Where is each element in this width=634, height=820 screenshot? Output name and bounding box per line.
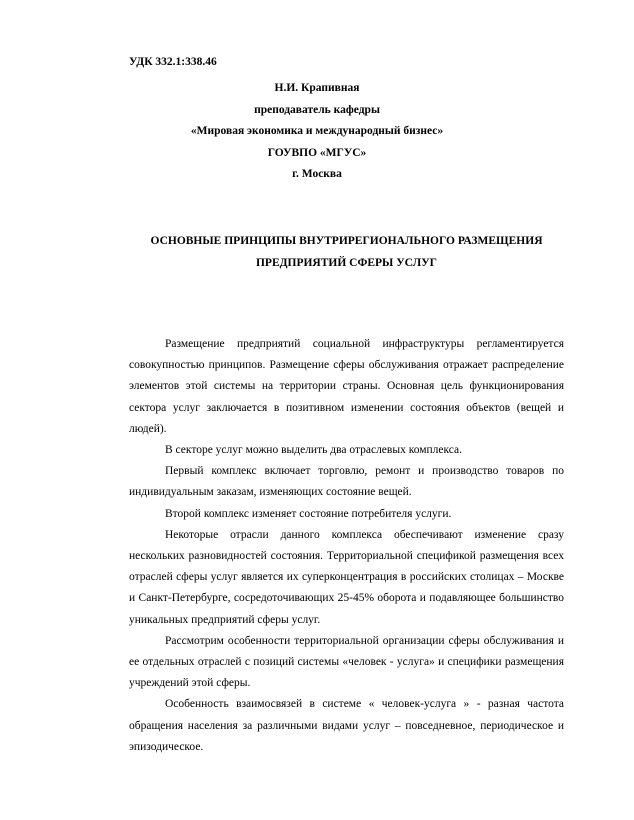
udk-code: УДК 332.1:338.46 xyxy=(129,56,217,68)
article-title-line-2: ПРЕДПРИЯТИЙ СФЕРЫ УСЛУГ xyxy=(255,257,438,269)
author-block xyxy=(0,78,634,186)
author-name: Н.И. Крапивная xyxy=(274,82,360,94)
paragraph-2: В секторе услуг можно выделить два отраслевых комплекса. xyxy=(165,444,463,457)
article-title xyxy=(129,230,564,274)
author-institution: ГОУВПО «МГУС» xyxy=(267,146,367,159)
author-department: «Мировая экономика и международный бизнес» xyxy=(190,125,444,137)
author-city: г. Москва xyxy=(292,168,342,180)
article-body xyxy=(129,334,564,758)
paragraph-3: Первый комплекс включает торговлю, ремонт и производство товаров по индивидуальным заказам, изменяющих состояние вещей. xyxy=(129,465,564,499)
paragraph-5: Некоторые отрасли данного комплекса обеспечивают изменение сразу нескольких разновидностей состояния. Территориальной спецификой размещения всех отраслей сферы услуг является их суперконцентрация в российских столицах – Москве и Санкт-Петербурге, сосредоточивающих 25-45% оборота и подавляющее большинство уникальных предприятий сферы услуг. xyxy=(129,528,564,626)
paragraph-6: Рассмотрим особенности территориальной организации сферы обслуживания и ее отдельных отраслей с позиций системы «человек - услуга» и специфики размещения учреждений этой сферы. xyxy=(129,634,564,690)
paragraph-7: Особенность взаимосвязей в системе « человек-услуга » - разная частота обращения населения за различными видами услуг – повседневное, периодическое и эпизодическое. xyxy=(129,698,564,753)
paragraph-4: Второй комплекс изменяет состояние потребителя услуги. xyxy=(165,507,452,520)
article-title-line-1: ОСНОВНЫЕ ПРИНЦИПЫ ВНУТРИРЕГИОНАЛЬНОГО РАЗМЕЩЕНИЯ xyxy=(150,235,543,247)
author-position: преподаватель кафедры xyxy=(254,103,380,116)
paragraph-1: Размещение предприятий социальной инфраструктуры регламентируется совокупностью принципов. Размещение сферы обслуживания отражает распределение элементов этой системы на территории страны. Основная цель функционирования сектора услуг заключается в позитивном изменении состояния объектов (вещей и людей). xyxy=(129,338,564,435)
